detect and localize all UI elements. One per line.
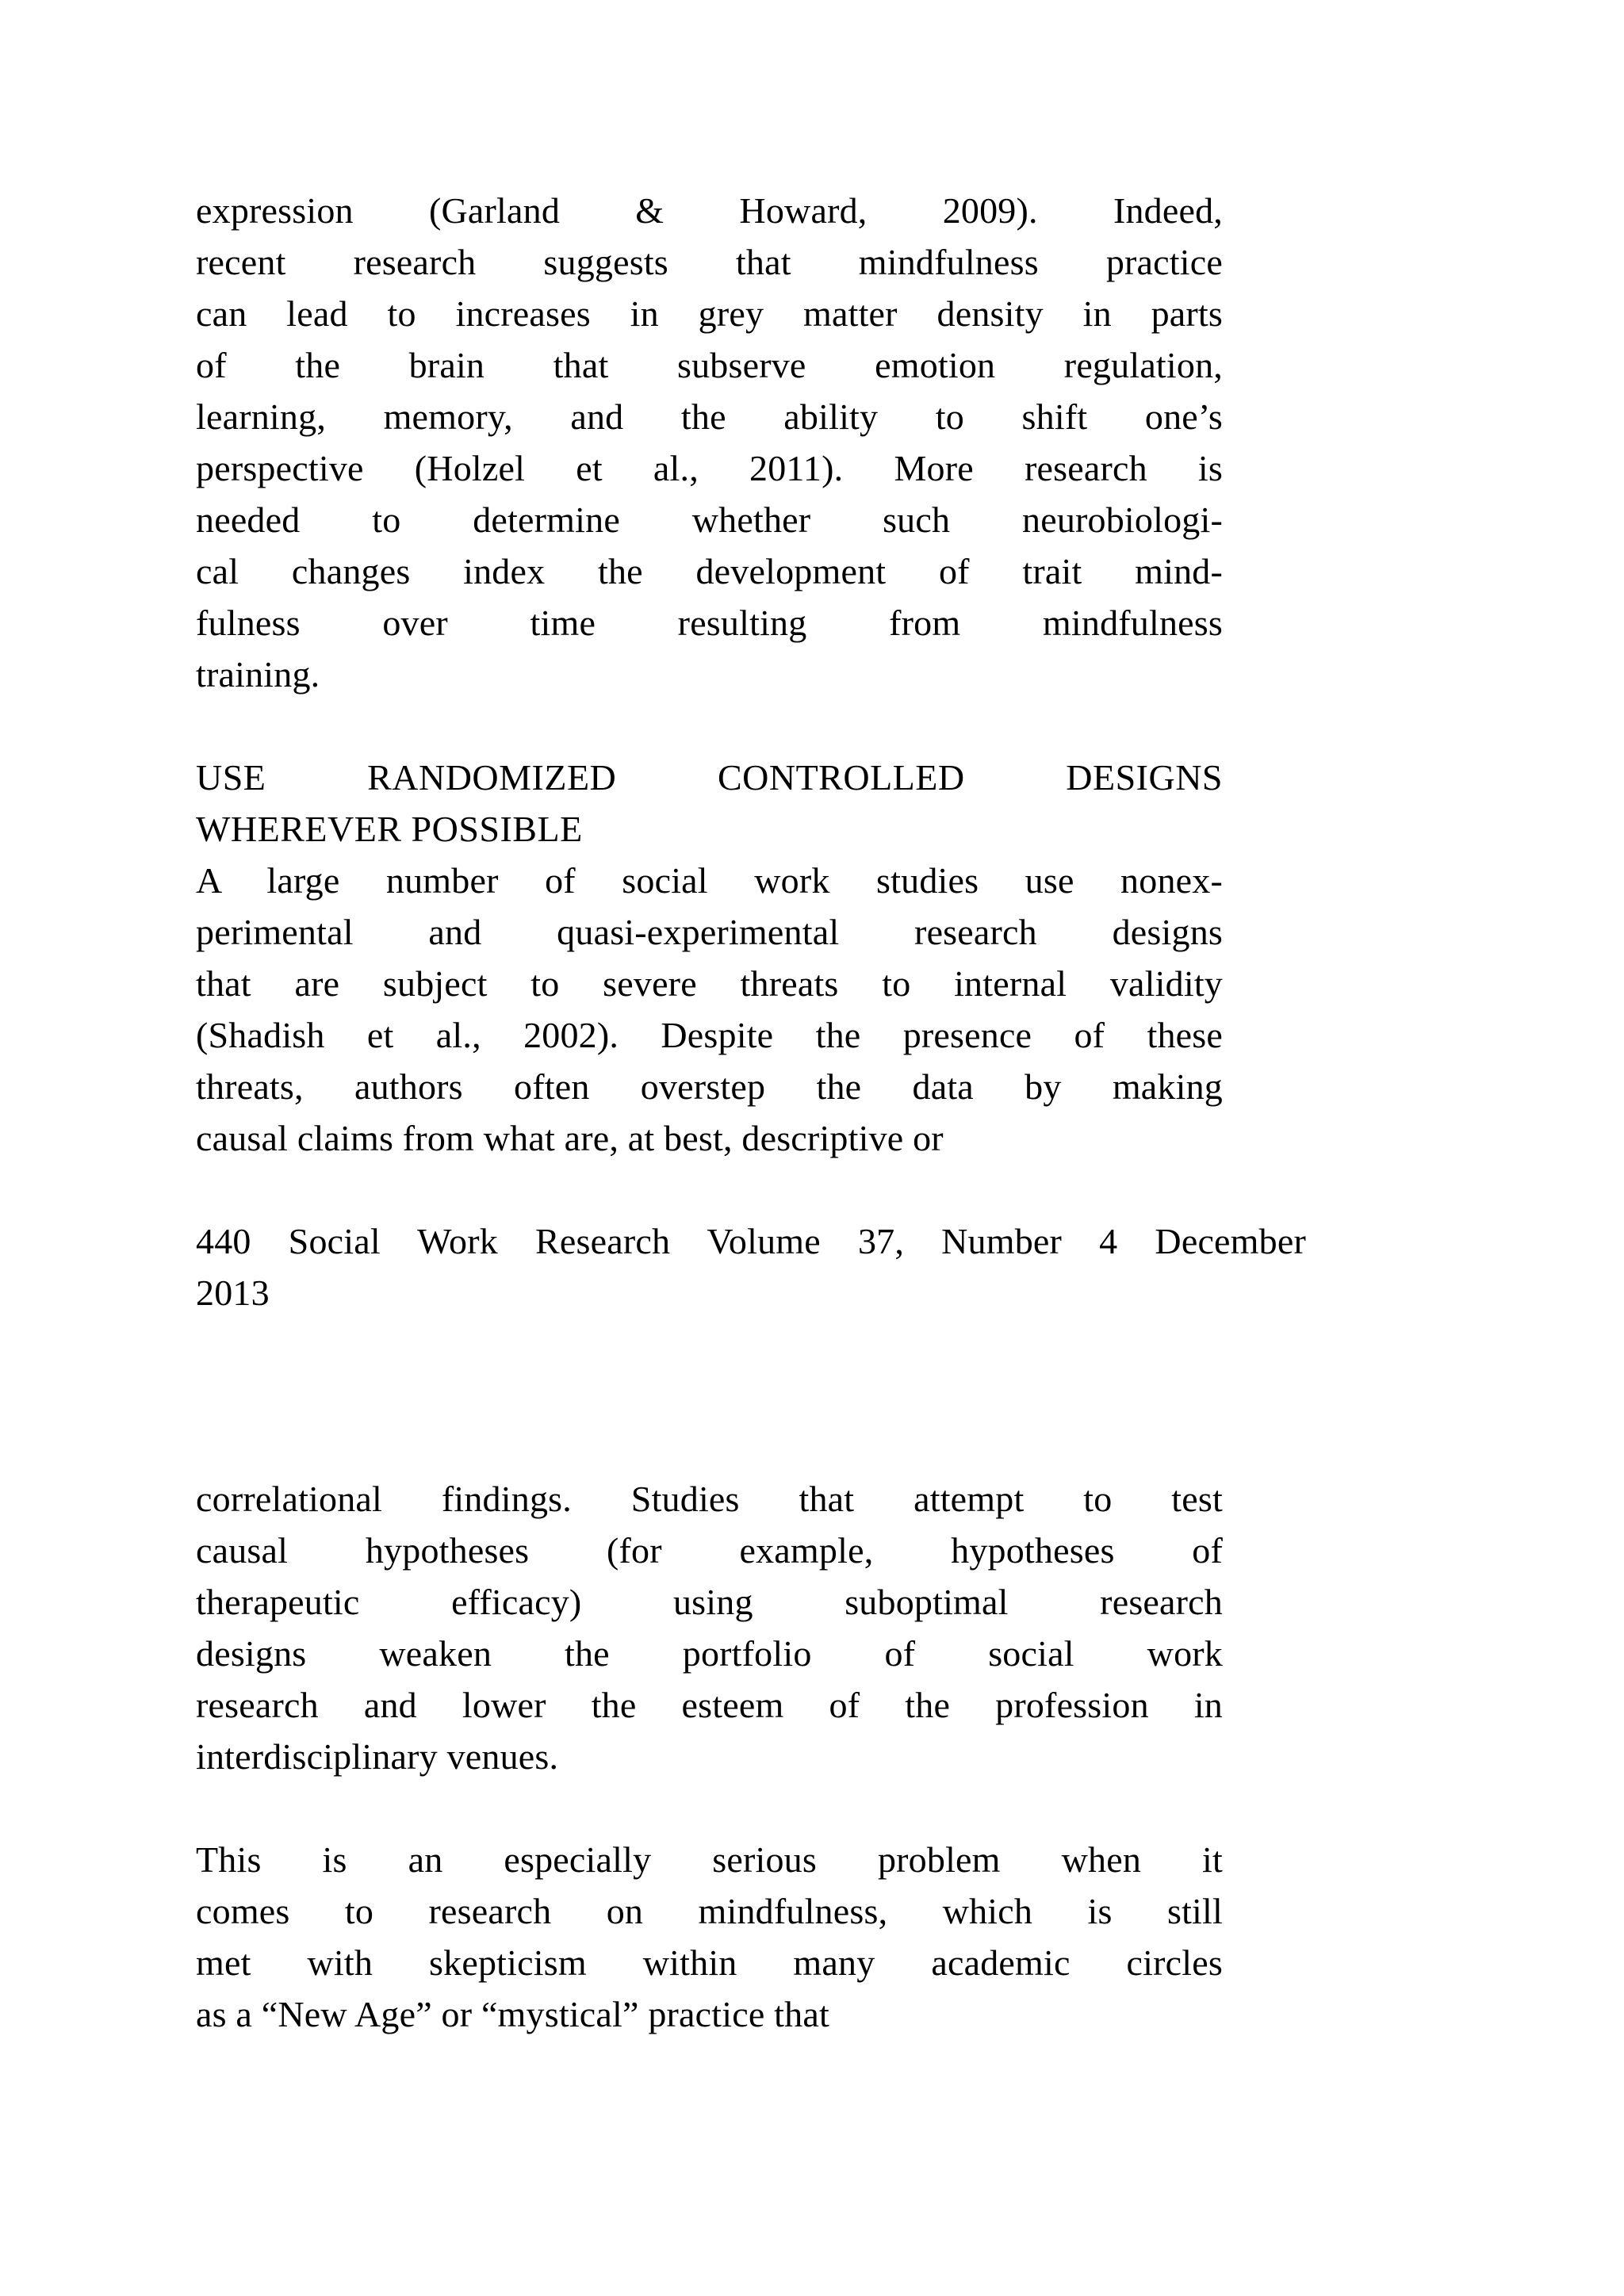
- text-line: that are subject to severe threats to internal validity: [196, 963, 1223, 1004]
- paragraph-nonexperimental-designs: [196, 855, 1223, 1164]
- text-line: correlational findings. Studies that attempt to test: [196, 1479, 1223, 1519]
- text-line: threats, authors often overstep the data by making: [196, 1066, 1223, 1107]
- text-line: therapeutic efficacy) using suboptimal research: [196, 1582, 1223, 1622]
- text-line: learning, memory, and the ability to shift one’s: [196, 396, 1223, 437]
- text-line: This is an especially serious problem when it: [196, 1839, 1223, 1880]
- text-line: perspective (Holzel et al., 2011). More research is: [196, 448, 1223, 488]
- text-line: needed to determine whether such neurobiologi-: [196, 499, 1223, 540]
- text-line: can lead to increases in grey matter density in parts: [196, 293, 1223, 334]
- text-line: training.: [196, 654, 320, 695]
- text-line: expression (Garland & Howard, 2009). Indeed,: [196, 190, 1223, 231]
- text-line: 2013: [196, 1272, 270, 1313]
- text-line: fulness over time resulting from mindfulness: [196, 603, 1223, 643]
- text-line: comes to research on mindfulness, which is still: [196, 1891, 1223, 1931]
- text-line: recent research suggests that mindfulness practice: [196, 242, 1223, 282]
- text-line: interdisciplinary venues.: [196, 1736, 559, 1777]
- paragraph-mindfulness-skepticism: [196, 1834, 1223, 2040]
- paragraph-mindfulness-neuroscience: [196, 185, 1223, 700]
- text-line: causal claims from what are, at best, descriptive or: [196, 1118, 944, 1158]
- text-line: as a “New Age” or “mystical” practice that: [196, 1994, 829, 2034]
- text-line: of the brain that subserve emotion regulation,: [196, 345, 1223, 385]
- section-heading-randomized-designs: [196, 752, 1223, 855]
- text-line: USE RANDOMIZED CONTROLLED DESIGNS: [196, 757, 1223, 798]
- text-line: A large number of social work studies use nonex-: [196, 860, 1223, 901]
- text-line: (Shadish et al., 2002). Despite the presence of these: [196, 1015, 1223, 1055]
- text-line: 440 Social Work Research Volume 37, Number 4 December: [196, 1221, 1306, 1261]
- paragraph-correlational-findings: [196, 1473, 1223, 1782]
- text-line: WHEREVER POSSIBLE: [196, 809, 583, 849]
- journal-footer-line: [196, 1215, 1306, 1318]
- page-content: [196, 185, 1306, 2040]
- text-line: research and lower the esteem of the profession in: [196, 1685, 1223, 1725]
- text-line: perimental and quasi-experimental research designs: [196, 912, 1223, 952]
- text-line: causal hypotheses (for example, hypotheses of: [196, 1530, 1223, 1571]
- text-line: met with skepticism within many academic circles: [196, 1942, 1223, 1983]
- text-line: designs weaken the portfolio of social work: [196, 1633, 1223, 1674]
- text-line: cal changes index the development of trait mind-: [196, 551, 1223, 591]
